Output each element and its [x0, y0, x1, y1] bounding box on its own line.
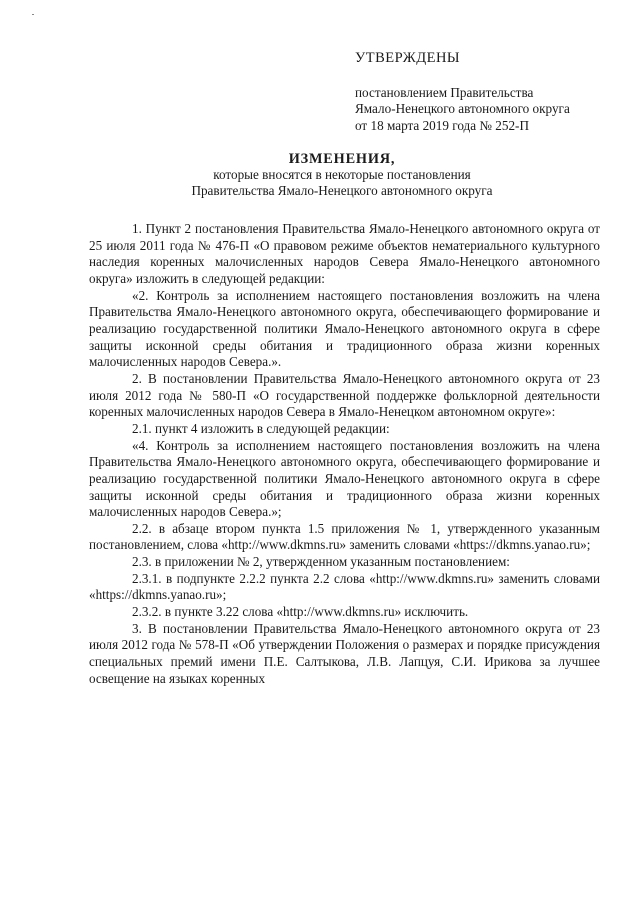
paragraph-3: 3. В постановлении Правительства Ямало-Ненецкого автономного округа от 23 июля 2012 года № 578-П «Об утверждении Положения о размерах и порядке присуждения специальных премий имени П.Е. Салтыкова, Л.В. Лапцуя, С.И. Ирикова за лучшее освещение на языках коренных [89, 620, 600, 686]
document-subtitle-line: Правительства Ямало-Ненецкого автономного округа [191, 183, 493, 198]
paragraph-2-3: 2.3. в приложении № 2, утвержденном указанным постановлением: [132, 554, 510, 570]
paragraph-2-3-1: 2.3.1. в подпункте 2.2.2 пункта 2.2 слова «http://www.dkmns.ru» заменить словами «https://dkmns.yanao.ru»; [89, 570, 600, 603]
paragraph-2: 2. В постановлении Правительства Ямало-Ненецкого автономного округа от 23 июля 2012 года № 580-П «О государственной поддержке фольклорной деятельности коренных малочисленных народов Севера в Ямало-Ненецком автономном округе»: [89, 370, 600, 420]
paragraph-2-2: 2.2. в абзаце втором пункта 1.5 приложения № 1, утвержденного указанным постановлением, слова «http://www.dkmns.ru» заменить словами «https://dkmns.yanao.ru»; [89, 520, 600, 553]
paragraph-1: 1. Пункт 2 постановления Правительства Ямало-Ненецкого автономного округа от 25 июля 2011 года № 476-П «О правовом режиме объектов нематериального культурного наследия коренных малочисленных народов Севера Ямало-Ненецкого автономного округа» изложить в следующей редакции: [89, 221, 600, 286]
approval-block [355, 50, 615, 134]
paragraph-2-1: 2.1. пункт 4 изложить в следующей редакции: [132, 420, 390, 436]
document-body [89, 221, 600, 687]
document-title: ИЗМЕНЕНИЯ, [288, 151, 396, 167]
paragraph-2-3-2: 2.3.2. в пункте 3.22 слова «http://www.dkmns.ru» исключить. [132, 604, 469, 620]
approval-line: от 18 марта 2019 года № 252-П [355, 117, 529, 133]
approval-title: УТВЕРЖДЕНЫ [355, 50, 461, 66]
scan-speck [32, 14, 34, 15]
approval-line: постановлением Правительства [355, 84, 534, 100]
document-heading [84, 151, 600, 199]
approval-line: Ямало-Ненецкого автономного округа [355, 101, 570, 117]
paragraph-2-1-quote: «4. Контроль за исполнением настоящего постановления возложить на члена Правительства Ямало-Ненецкого автономного округа, обеспечивающего формирование и реализацию государственной политики Ямало-Ненецкого автономного округа в сфере защиты исконной среды обитания и традиционного образа жизни коренных малочисленных народов Севера.»; [89, 437, 600, 520]
document-subtitle-line: которые вносятся в некоторые постановления [213, 167, 471, 182]
paragraph-1-quote: «2. Контроль за исполнением настоящего постановления возложить на члена Правительства Ямало-Ненецкого автономного округа, обеспечивающего формирование и реализацию государственной политики Ямало-Ненецкого автономного округа в сфере защиты исконной среды обитания и традиционного образа жизни коренных малочисленных народов Севера.». [89, 287, 600, 370]
